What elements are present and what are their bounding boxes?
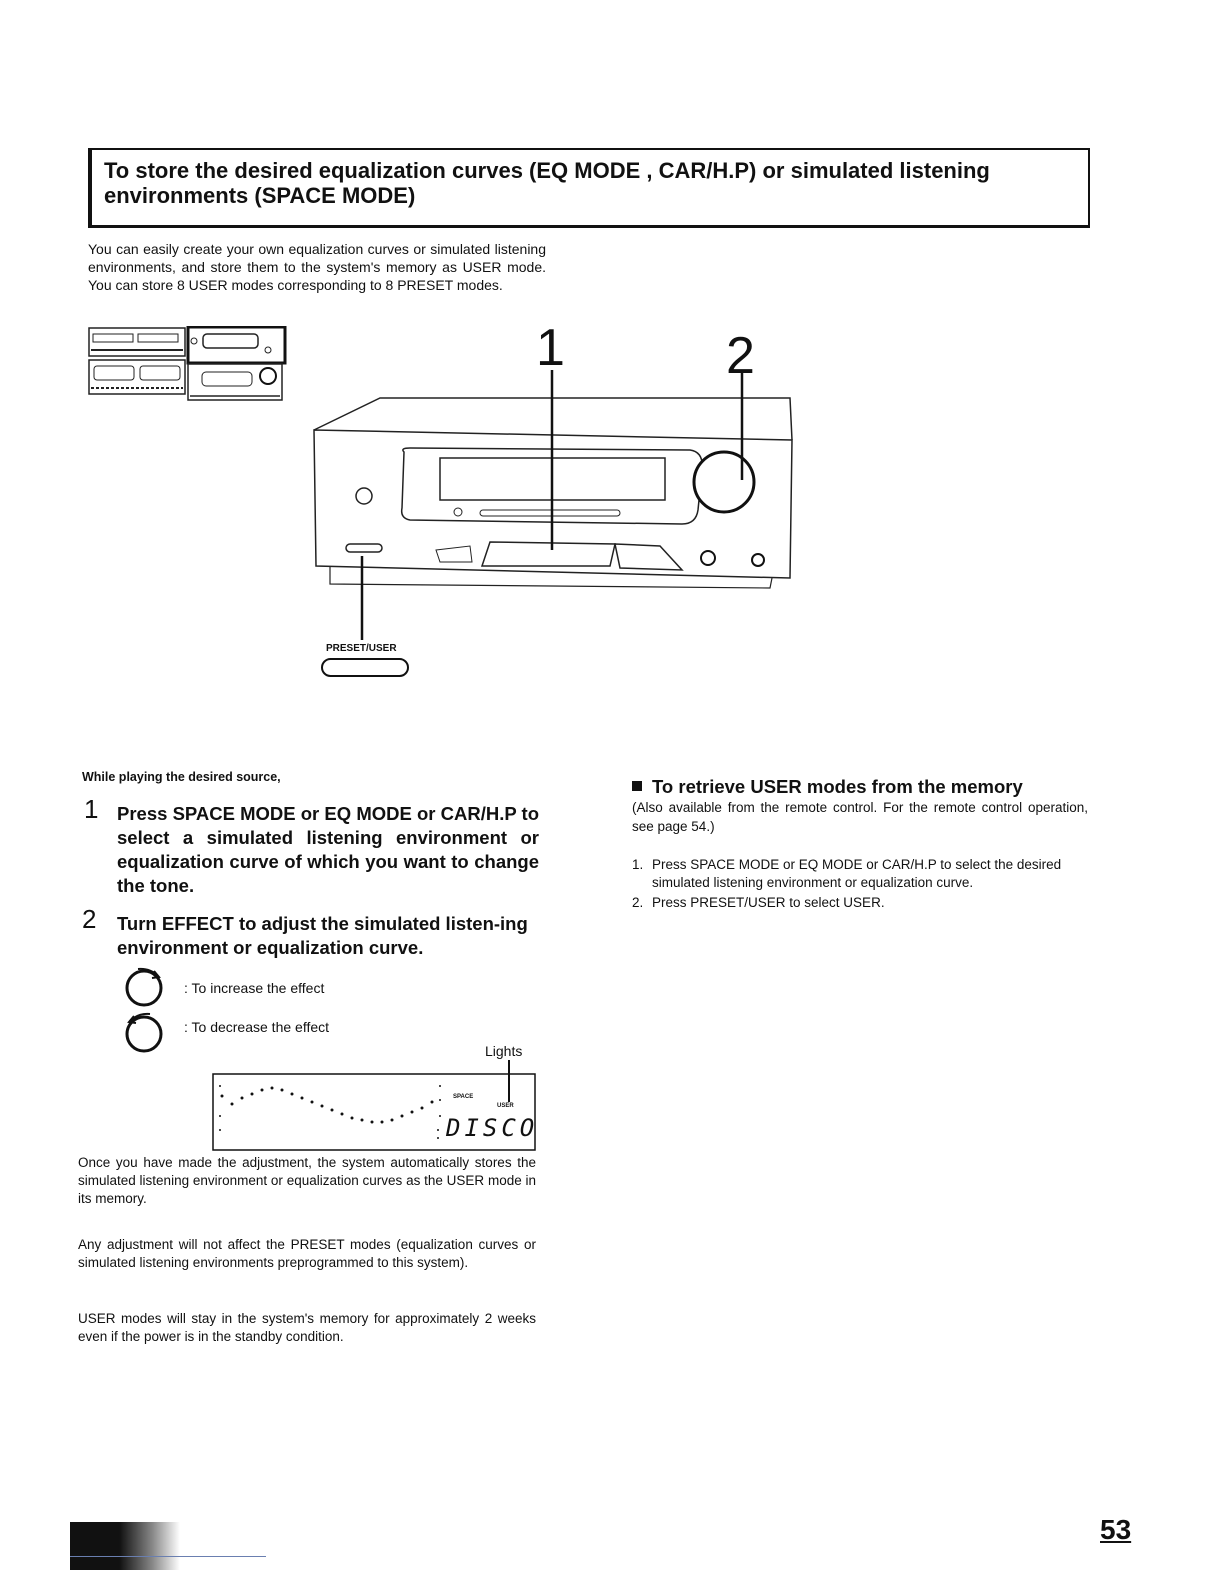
list-item xyxy=(632,894,1088,912)
page-number: 53 xyxy=(1100,1514,1132,1545)
footer-divider xyxy=(70,1556,266,1557)
section-title-line2: environments (SPACE MODE) xyxy=(104,183,416,208)
display-space-indicator: SPACE xyxy=(453,1094,474,1100)
paragraph-auto-store: Once you have made the adjustment, the system automatically stores the simulated listening environment or equalization curves as the USER mode in its memory. xyxy=(78,1155,536,1206)
knob-clockwise-icon xyxy=(120,966,170,1008)
intro-paragraph: You can easily create your own equalization curves or simulated listening environments, and store them to the system's memory as USER mode. You can store 8 USER modes corresponding to 8 PRESET modes. xyxy=(88,241,546,293)
list-item-number: 2. xyxy=(632,895,644,910)
step-2-text: Turn EFFECT to adjust the simulated listen-ing environment or equalization curve. xyxy=(117,913,528,958)
list-item xyxy=(632,856,1088,892)
list-item-text: Press PRESET/USER to select USER. xyxy=(652,895,885,910)
callout-lines xyxy=(340,360,760,660)
system-thumbnail-illustration xyxy=(88,326,288,406)
decrease-effect-label: : To decrease the effect xyxy=(184,1019,330,1035)
display-user-indicator: USER xyxy=(497,1103,514,1109)
display-mode-text: DISCO xyxy=(446,1114,539,1142)
scan-edge-mark xyxy=(70,1522,180,1570)
retrieve-note: (Also available from the remote control. For the remote control operation, see page 54.) xyxy=(632,800,1088,834)
section-title-box xyxy=(88,148,1090,228)
while-playing-note: While playing the desired source, xyxy=(82,770,281,784)
list-item-number: 1. xyxy=(632,857,644,872)
list-item-text: Press SPACE MODE or EQ MODE or CAR/H.P to select the desired simulated listening environment or equalization curve. xyxy=(652,857,1062,890)
retrieve-heading-text: To retrieve USER modes from the memory xyxy=(652,776,1023,797)
step-1-number: 1 xyxy=(84,794,99,824)
paragraph-memory-duration: USER modes will stay in the system's memory for approximately 2 weeks even if the power is in the standby condition. xyxy=(78,1311,536,1344)
increase-effect-label: : To increase the effect xyxy=(184,980,325,996)
preset-user-button-icon xyxy=(320,656,412,680)
section-title-line1: To store the desired equalization curves (EQ MODE , CAR/H.P) or simulated listening xyxy=(104,158,990,183)
step-2-number: 2 xyxy=(82,904,97,934)
callout-number-1: 1 xyxy=(536,319,565,377)
step-1-text: Press SPACE MODE or EQ MODE or CAR/H.P to select a simulated listening environment or equalization curve of which you want to change the tone. xyxy=(117,803,539,896)
paragraph-preset-unaffected: Any adjustment will not affect the PRESET modes (equalization curves or simulated listening environments preprogrammed to this system). xyxy=(78,1237,536,1270)
lights-label: Lights xyxy=(485,1043,523,1059)
callout-number-2: 2 xyxy=(726,327,755,385)
square-bullet-icon xyxy=(632,781,642,791)
retrieve-heading xyxy=(632,776,1023,798)
knob-counterclockwise-icon xyxy=(120,1010,170,1054)
preset-user-label: PRESET/USER xyxy=(326,643,397,654)
retrieve-steps-list xyxy=(632,856,1088,914)
